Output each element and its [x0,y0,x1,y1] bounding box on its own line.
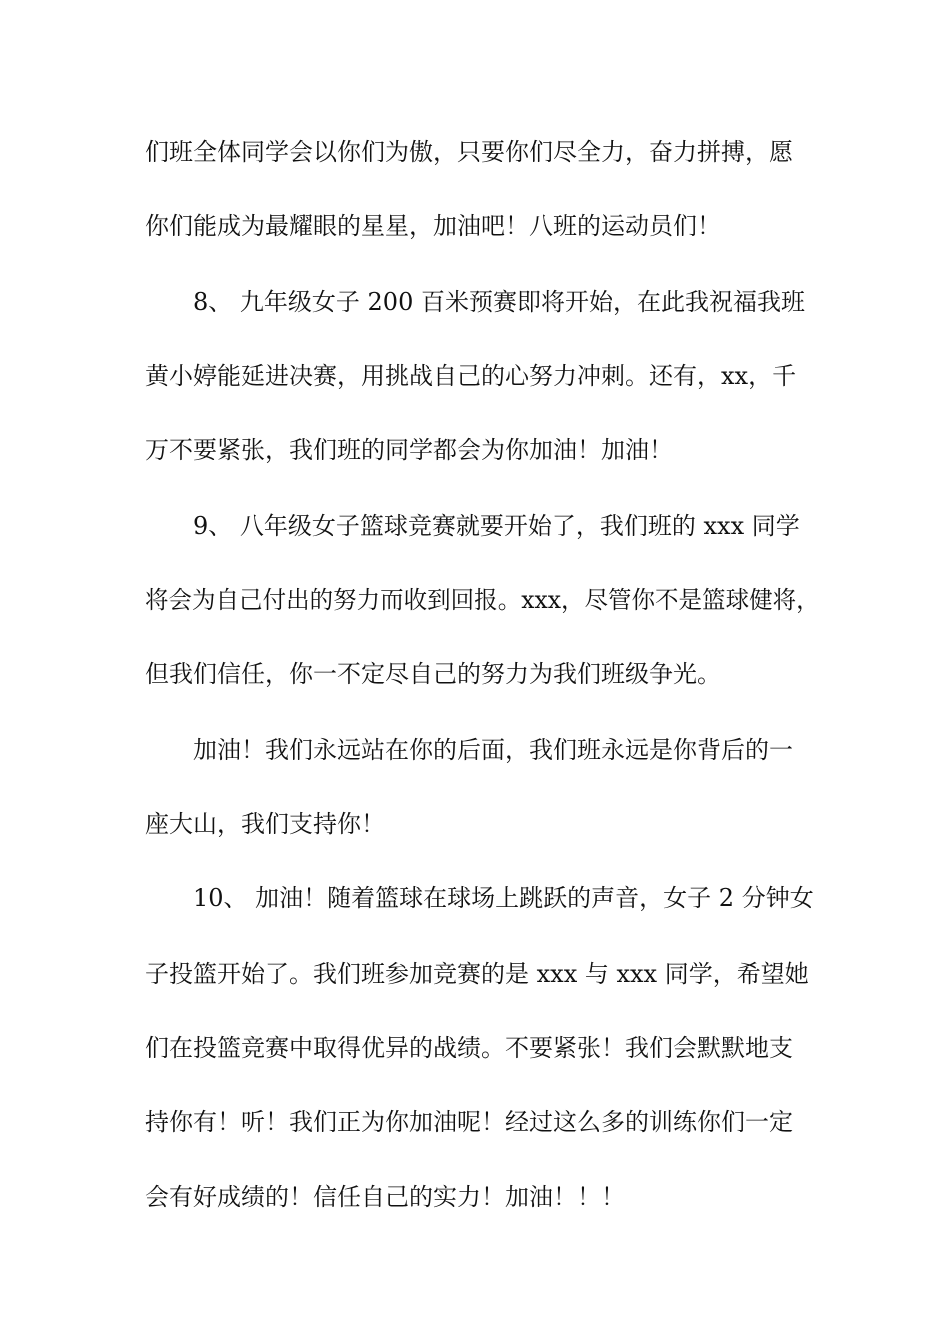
text-line-content: 们在投篮竞赛中取得优异的战绩。不要紧张！我们会默默地支 [145,1034,793,1062]
text-line-content: 子投篮开始了。我们班参加竞赛的是 xxx 与 xxx 同学，希望她 [145,960,809,988]
text-line-content: 8、 九年级女子 200 百米预赛即将开始，在此我祝福我班 [193,288,805,316]
text-line [0,430,950,470]
text-line [0,356,950,396]
text-line-content: 会有好成绩的！信任自己的实力！加油！！！ [145,1183,625,1211]
text-line-content: 们班全体同学会以你们为傲，只要你们尽全力，奋力拼搏，愿 [145,138,793,166]
text-line [0,1102,950,1142]
text-line-content: 座大山，我们支持你！ [145,810,385,838]
text-line [0,506,950,546]
text-line-content: 黄小婷能延进决赛，用挑战自己的心努力冲刺。还有，xx，千 [145,362,797,390]
text-line [0,654,950,694]
text-line-content: 但我们信任，你一不定尽自己的努力为我们班级争光。 [145,660,721,688]
text-line-content: 9、 八年级女子篮球竞赛就要开始了，我们班的 xxx 同学 [193,512,800,540]
text-line [0,1028,950,1068]
text-line [0,580,950,620]
text-line [0,804,950,844]
text-line [0,1177,950,1217]
text-line-content: 10、 加油！随着篮球在球场上跳跃的声音，女子 2 分钟女 [193,884,814,912]
text-line [0,730,950,770]
text-line [0,878,950,918]
text-line-content: 加油！我们永远站在你的后面，我们班永远是你背后的一 [193,736,793,764]
text-line [0,206,950,246]
text-line-content: 你们能成为最耀眼的星星，加油吧！八班的运动员们！ [145,212,721,240]
text-line [0,954,950,994]
text-line-content: 万不要紧张，我们班的同学都会为你加油！加油！ [145,436,673,464]
text-line-content: 将会为自己付出的努力而收到回报。xxx，尽管你不是篮球健将， [145,586,820,614]
text-line [0,282,950,322]
text-line-content: 持你有！听！我们正为你加油呢！经过这么多的训练你们一定 [145,1108,793,1136]
text-line [0,132,950,172]
